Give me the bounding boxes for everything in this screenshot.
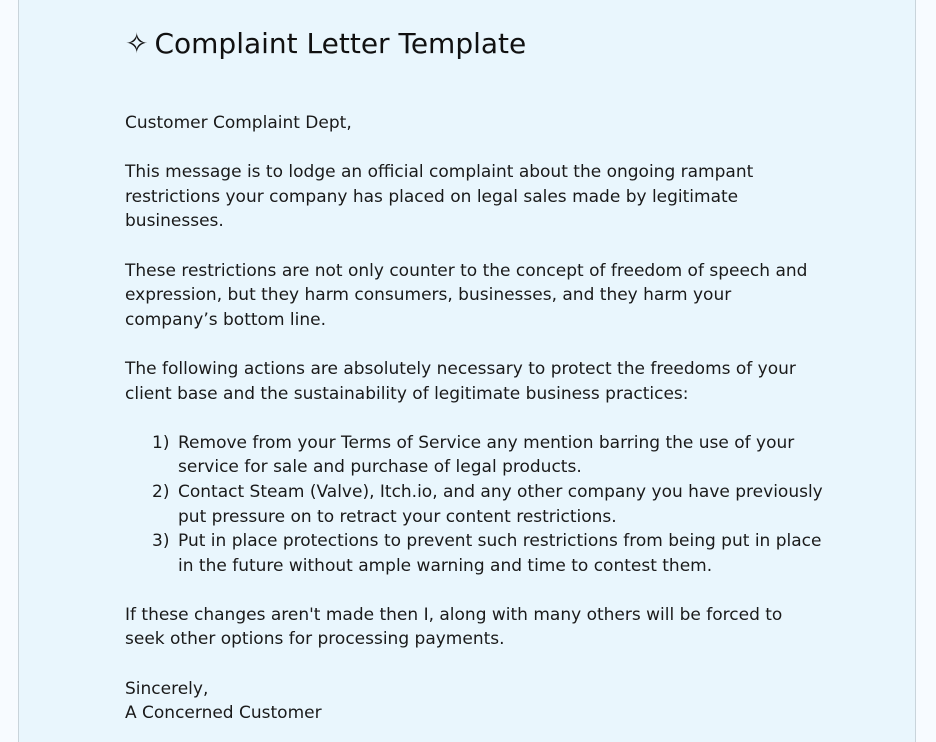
- list-item-number: 3): [152, 531, 170, 552]
- list-item-number: 1): [152, 432, 170, 453]
- paragraph-actions-lead: The following actions are absolutely necessary to protect the freedoms of your client base and the sustainability of legitimate business practices:: [125, 358, 796, 404]
- list-item: [125, 529, 825, 578]
- list-item: [125, 480, 825, 529]
- letter-body: [125, 111, 825, 726]
- page-title: [125, 0, 825, 65]
- list-item-number: 2): [152, 481, 170, 502]
- paragraph-intro: This message is to lodge an official complaint about the ongoing rampant restrictions your company has placed on legal sales made by legitimate businesses.: [125, 162, 754, 232]
- list-item-text: Contact Steam (Valve), Itch.io, and any other company you have previously put pressure on to retract your content restrictions.: [178, 481, 823, 527]
- page-title-text: Complaint Letter Template: [154, 27, 527, 60]
- signature: A Concerned Customer: [125, 703, 322, 724]
- closing: [125, 677, 825, 726]
- list-item-text: Put in place protections to prevent such restrictions from being put in place in the future without ample warning and time to contest them.: [178, 531, 822, 576]
- salutation: Customer Complaint Dept,: [125, 113, 352, 133]
- list-item: [125, 431, 825, 480]
- sparkle-diamond-icon: ✧: [125, 27, 149, 60]
- list-item-text: Remove from your Terms of Service any mention barring the use of your service for sale and purchase of legal products.: [178, 432, 795, 478]
- paragraph-harm: These restrictions are not only counter to the concept of freedom of speech and expression, but they harm consumers, businesses, and they harm your company’s bottom line.: [125, 260, 808, 330]
- signoff: Sincerely,: [125, 678, 209, 699]
- letter-content: [125, 0, 825, 726]
- actions-list: [125, 431, 825, 579]
- paragraph-conclusion: If these changes aren't made then I, along with many others will be forced to seek other options for processing payments.: [125, 604, 783, 650]
- letter-panel: [18, 0, 916, 742]
